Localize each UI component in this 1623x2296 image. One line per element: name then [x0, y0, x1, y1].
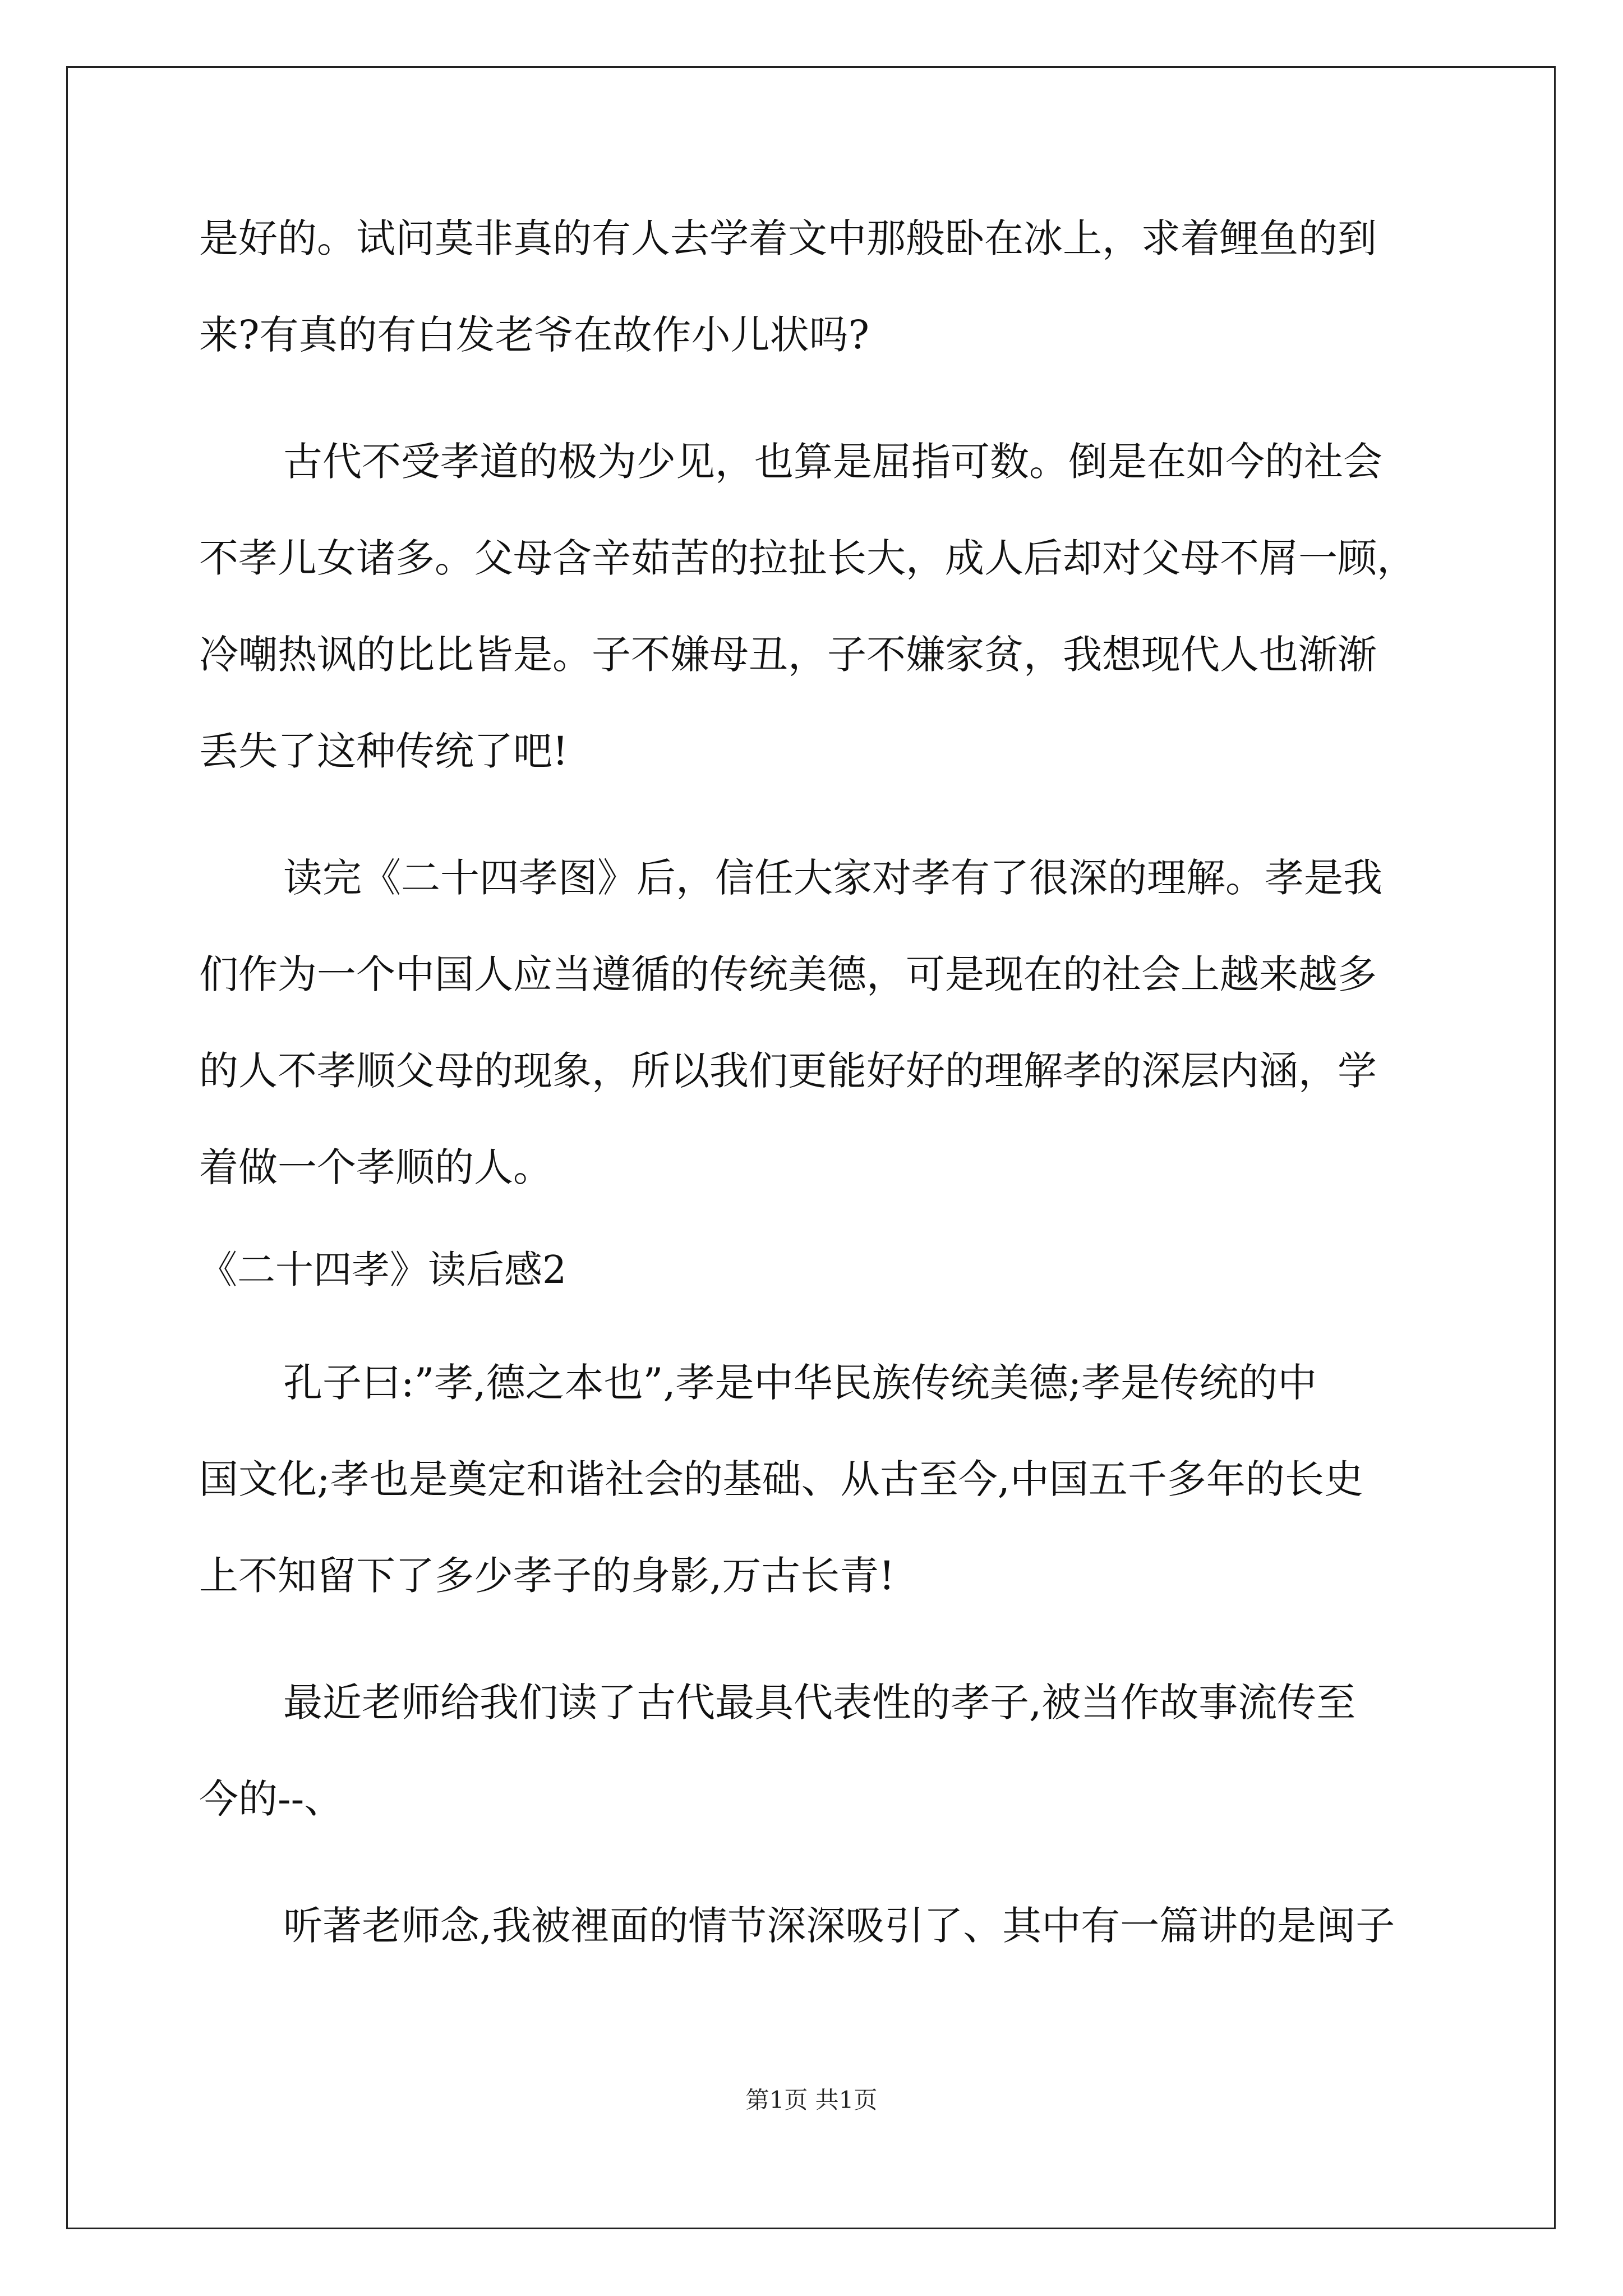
text-line: 来?有真的有白发老爷在故作小儿状吗?: [199, 312, 870, 358]
text-line: 今的--、: [199, 1776, 344, 1822]
text-line: 读完《二十四孝图》后，信任大家对孝有了很深的理解。孝是我: [283, 855, 1382, 901]
text-line: 上不知留下了多少孝子的身影,万古长青!: [199, 1553, 895, 1599]
text-line: 孔子曰:”孝,德之本也”,孝是中华民族传统美德;孝是传统的中: [283, 1360, 1317, 1406]
text-line: 们作为一个中国人应当遵循的传统美德，可是现在的社会上越来越多: [199, 951, 1377, 997]
text-line: 冷嘲热讽的比比皆是。子不嫌母丑，子不嫌家贫，我想现代人也渐渐: [199, 632, 1377, 678]
page-footer: 第1页 共1页: [745, 2086, 878, 2114]
text-line: 着做一个孝顺的人。: [199, 1144, 552, 1190]
text-line: 的人不孝顺父母的现象，所以我们更能好好的理解孝的深层内涵，学: [199, 1048, 1377, 1094]
text-line: 国文化;孝也是奠定和谐社会的基础、从古至今,中国五千多年的长史: [199, 1456, 1363, 1502]
text-line: 最近老师给我们读了古代最具代表性的孝子,被当作故事流传至: [283, 1680, 1356, 1726]
text-line: 是好的。试问莫非真的有人去学着文中那般卧在冰上，求着鲤鱼的到: [199, 215, 1377, 261]
text-line: 不孝儿女诸多。父母含辛茹苦的拉扯长大，成人后却对父母不屑一顾，: [199, 535, 1416, 581]
text-line: 丢失了这种传统了吧!: [199, 728, 569, 774]
section-heading: 《二十四孝》读后感2: [199, 1248, 567, 1292]
text-line: 古代不受孝道的极为少见，也算是屈指可数。倒是在如今的社会: [283, 439, 1382, 485]
text-line: 听著老师念,我被裡面的情节深深吸引了、其中有一篇讲的是闽子: [283, 1903, 1395, 1949]
